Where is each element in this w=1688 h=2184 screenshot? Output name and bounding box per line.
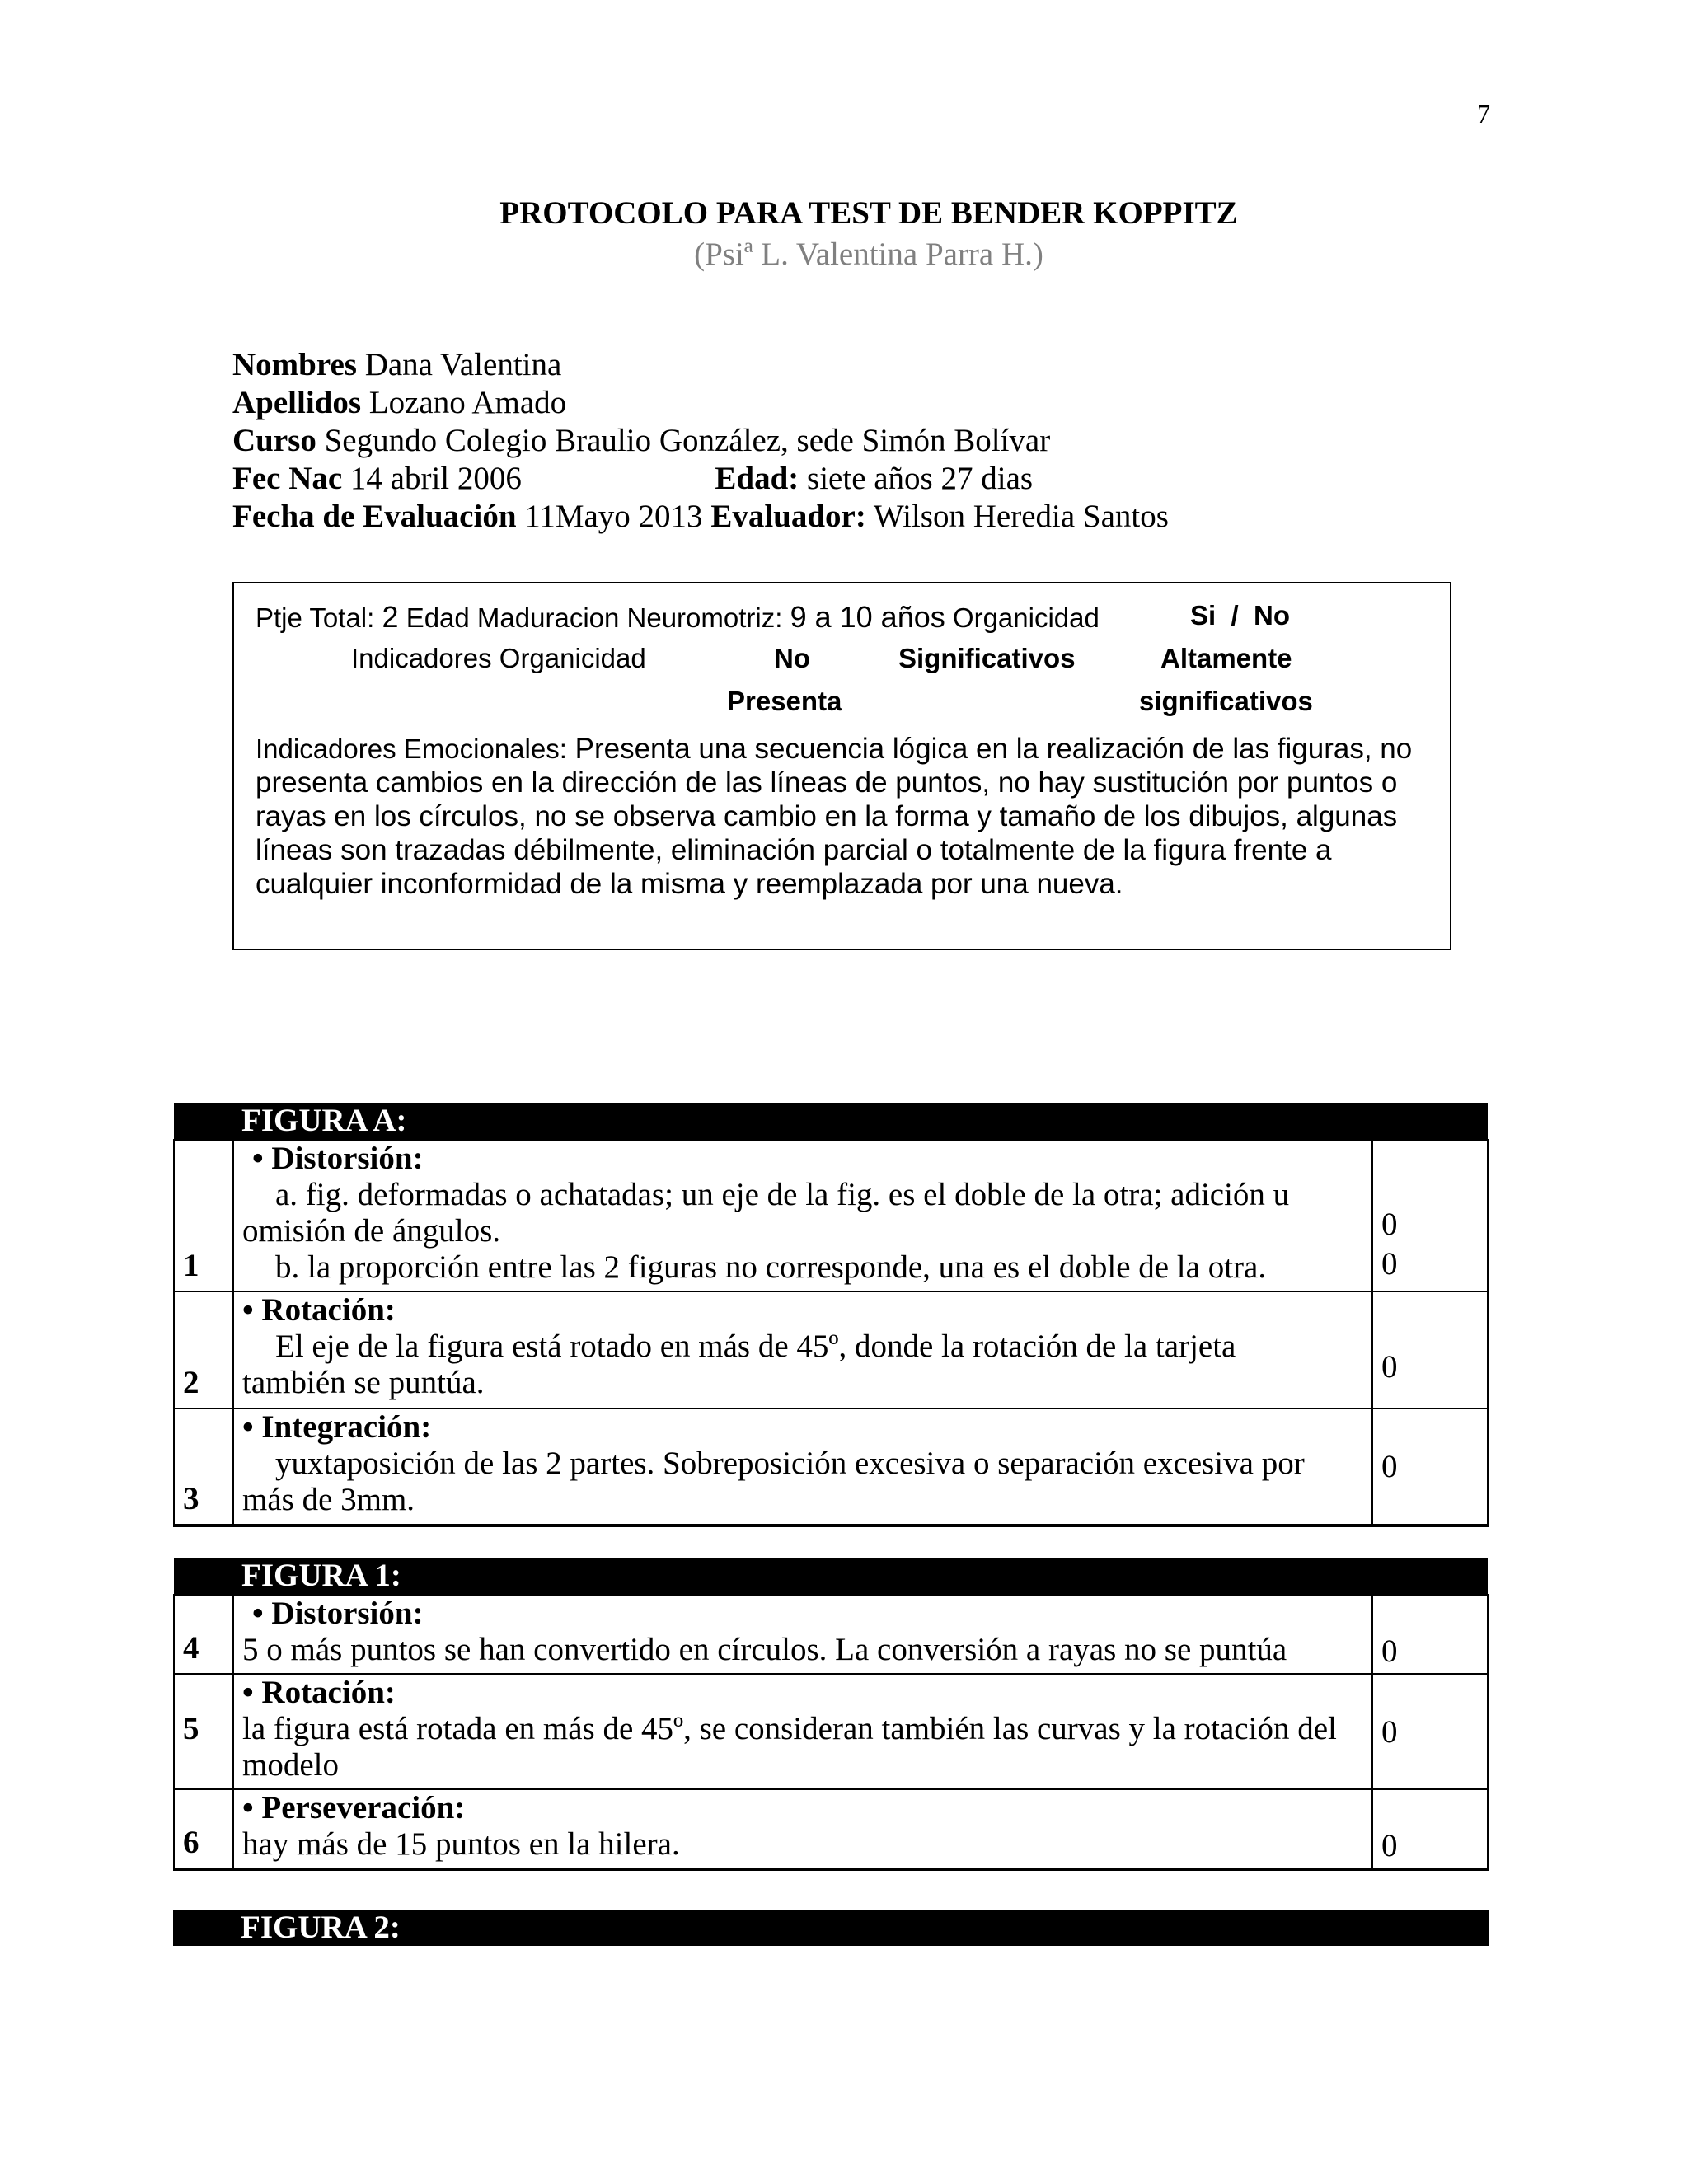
score-cell: 0: [1372, 1595, 1488, 1674]
criterion-text: 5 o más puntos se han convertido en círculos. La conversión a rayas no se puntúa: [242, 1632, 1287, 1667]
table-row: [174, 1595, 1488, 1674]
criterion-title: • Perseveración:: [242, 1790, 466, 1825]
criterion-title: • Integración:: [242, 1409, 432, 1445]
altamente-line1: Altamente: [1160, 643, 1292, 673]
patient-info: [232, 346, 1169, 536]
summary-first-line: [256, 600, 1100, 635]
criterion-line-1: El eje de la figura está rotado en más de 45º, donde la rotación de la tarjeta: [275, 1329, 1236, 1364]
edad-label: Edad:: [715, 461, 799, 496]
criterion-line-2: más de 3mm.: [242, 1482, 415, 1517]
summary-box: [232, 582, 1451, 950]
figura-2-header-row: [173, 1910, 1489, 1946]
table-row: [174, 1291, 1488, 1408]
score-cell: 0: [1372, 1789, 1488, 1869]
criterion-description: [233, 1140, 1372, 1291]
evaluador-label: Evaluador:: [710, 499, 866, 534]
emocionales-label: Indicadores Emocionales:: [256, 733, 567, 764]
nombres-label: Nombres: [232, 347, 357, 382]
criterion-description: [233, 1595, 1372, 1674]
ptje-label: Ptje Total:: [256, 602, 375, 633]
figura-1-header: FIGURA 1:: [174, 1558, 1488, 1595]
score-b: 0: [1381, 1246, 1398, 1282]
apellidos-label: Apellidos: [232, 385, 362, 420]
criterion-description: [233, 1408, 1372, 1526]
fecnac-value: 14 abril 2006: [349, 461, 522, 496]
figura-a-table: [173, 1103, 1489, 1527]
row-number: 6: [174, 1789, 233, 1869]
criterion-title: • Distorsión:: [252, 1596, 424, 1631]
curso-label: Curso: [232, 423, 316, 458]
criterion-text: la figura está rotada en más de 45º, se consideran también las curvas y la rotación del modelo: [242, 1711, 1337, 1783]
curso-value: Segundo Colegio Braulio González, sede Simón Bolívar: [324, 423, 1051, 458]
row-number: 5: [174, 1674, 233, 1789]
edad-mad-value: 9 a 10 años: [790, 600, 945, 634]
row-number: 1: [174, 1140, 233, 1291]
page-number: 7: [1477, 99, 1490, 129]
criterion-line-1: yuxtaposición de las 2 partes. Sobreposición excesiva o separación excesiva por: [275, 1446, 1305, 1481]
fecha-eval-label: Fecha de Evaluación: [232, 499, 517, 534]
indicadores-emocionales: [256, 732, 1426, 901]
info-evaluacion: [232, 498, 1169, 536]
document-subtitle: (Psiª L. Valentina Parra H.): [694, 237, 1043, 272]
figura-2-header: FIGURA 2:: [173, 1910, 1489, 1946]
criterion-text: hay más de 15 puntos en la hilera.: [242, 1826, 680, 1862]
figura-2-table: [173, 1910, 1489, 1946]
nombres-value: Dana Valentina: [364, 347, 562, 382]
edad-mad-label: Edad Maduracion Neuromotriz:: [406, 602, 783, 633]
document-title: PROTOCOLO PARA TEST DE BENDER KOPPITZ: [499, 195, 1238, 231]
info-nombres: [232, 346, 1169, 384]
organicidad-label: Organicidad: [952, 602, 1100, 633]
criterion-line-a: a. fig. deformadas o achatadas; un eje de la fig. es el doble de la otra; adición u: [275, 1177, 1290, 1212]
criterion-title: • Distorsión:: [252, 1141, 424, 1176]
table-row: [174, 1408, 1488, 1526]
organicidad-options: Si / No: [1190, 600, 1291, 630]
row-number: 3: [174, 1408, 233, 1526]
edad-value: siete años 27 dias: [807, 461, 1034, 496]
score-cell: 0: [1372, 1408, 1488, 1526]
figura-1-table: [173, 1558, 1489, 1871]
score-cell: 0: [1372, 1674, 1488, 1789]
info-fecnac: [232, 460, 1169, 498]
figura-1-header-row: [174, 1558, 1488, 1595]
info-curso: [232, 422, 1169, 460]
criterion-description: [233, 1674, 1372, 1789]
table-row: [174, 1140, 1488, 1291]
table-row: [174, 1674, 1488, 1789]
fecnac-label: Fec Nac: [232, 461, 343, 496]
score-a: 0: [1381, 1207, 1398, 1242]
criterion-title: • Rotación:: [242, 1292, 396, 1328]
score-cell: 0: [1372, 1291, 1488, 1408]
criterion-line-a2: omisión de ángulos.: [242, 1213, 501, 1249]
row-number: 2: [174, 1291, 233, 1408]
ptje-value: 2: [382, 600, 399, 634]
fecha-eval-value: 11Mayo 2013: [524, 499, 703, 534]
criterion-description: [233, 1291, 1372, 1408]
criterion-description: [233, 1789, 1372, 1869]
apellidos-value: Lozano Amado: [368, 385, 567, 420]
figura-a-header-row: [174, 1103, 1488, 1140]
altamente-line2: significativos: [1139, 686, 1313, 716]
criterion-line-2: también se puntúa.: [242, 1365, 485, 1400]
table-row: [174, 1789, 1488, 1869]
score-cell: [1372, 1140, 1488, 1291]
indicadores-organicidad-label: Indicadores Organicidad: [351, 643, 646, 673]
row-number: 4: [174, 1595, 233, 1674]
criterion-line-b: b. la proporción entre las 2 figuras no corresponde, una es el doble de la otra.: [275, 1249, 1267, 1285]
no-presenta-line1: No: [774, 643, 810, 673]
criterion-title: • Rotación:: [242, 1675, 396, 1710]
info-apellidos: [232, 384, 1169, 422]
no-presenta-line2: Presenta: [727, 686, 842, 716]
emocionales-text: Presenta una secuencia lógica en la realización de las figuras, no presenta cambios en la dirección de las líneas de puntos, no hay sustitución por puntos o rayas en los círculos, no se observa cambio en la forma y tamaño de los dibujos, algunas líneas son trazadas débilmente, eliminación parcial o totalmente de la figura frente a cualquier inconformidad de la misma y reemplazada por una nueva.: [256, 733, 1413, 900]
significativos-label: Significativos: [898, 643, 1076, 673]
figura-a-header: FIGURA A:: [174, 1103, 1488, 1140]
evaluador-value: Wilson Heredia Santos: [873, 499, 1169, 534]
